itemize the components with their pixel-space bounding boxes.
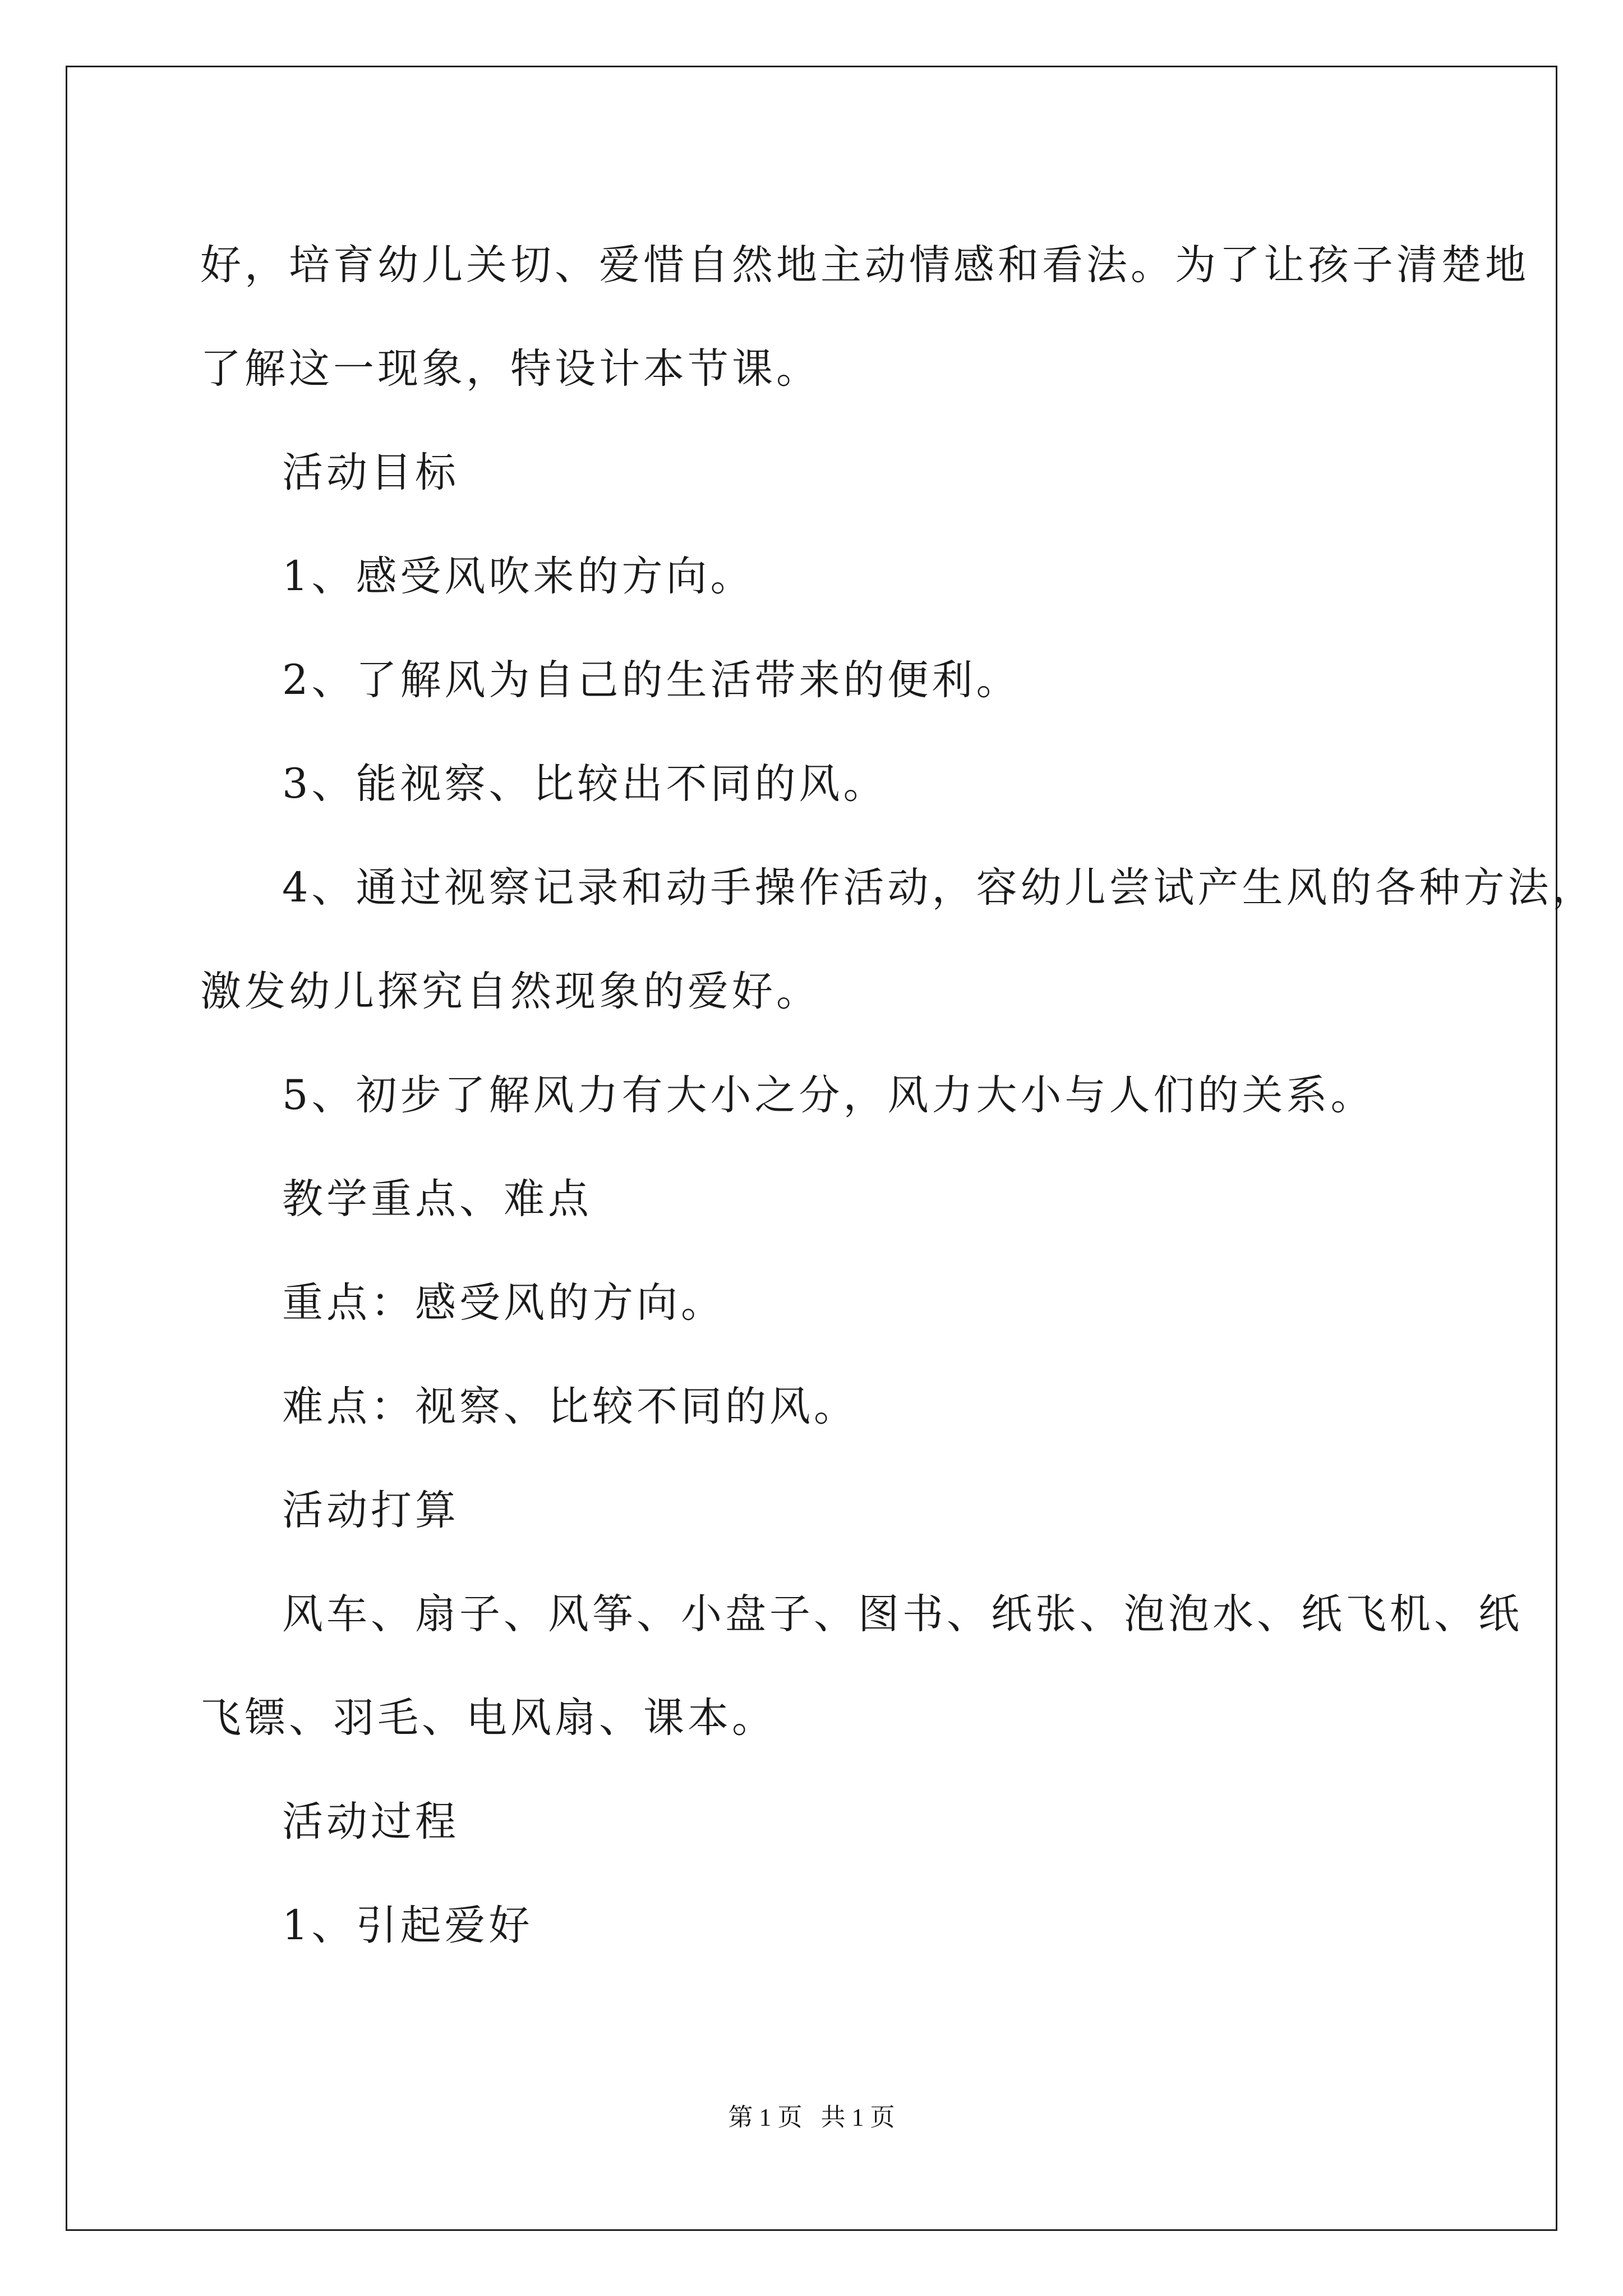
document-body [200, 213, 1597, 1977]
list-item: 1、引起爱好 [282, 1902, 533, 1949]
paragraph: 了解这一现象，特设计本节课。 [200, 345, 820, 393]
section-heading: 活动打算 [282, 1487, 459, 1534]
paragraph: 风车、扇子、风筝、小盘子、图书、纸张、泡泡水、纸飞机、纸 [282, 1590, 1523, 1638]
list-item: 3、能视察、比较出不同的风。 [282, 760, 888, 808]
section-heading: 教学重点、难点 [282, 1175, 592, 1223]
list-item: 4、通过视察记录和动手操作活动，容幼儿尝试产生风的各种方法， [282, 864, 1597, 912]
paragraph: 重点：感受风的方向。 [282, 1279, 725, 1327]
list-item-continuation: 激发幼儿探究自然现象的爱好。 [200, 968, 820, 1015]
list-item: 1、感受风吹来的方向。 [282, 553, 755, 600]
section-heading: 活动过程 [282, 1798, 459, 1846]
paragraph-continuation: 飞镖、羽毛、电风扇、课本。 [200, 1694, 776, 1742]
page-number-footer: 第 1 页 共 1 页 [728, 2104, 895, 2131]
paragraph: 好，培育幼儿关切、爱惜自然地主动情感和看法。为了让孩子清楚地 [200, 241, 1529, 289]
section-heading: 活动目标 [282, 449, 459, 496]
list-item: 2、了解风为自己的生活带来的便利。 [282, 656, 1021, 704]
list-item: 5、初步了解风力有大小之分，风力大小与人们的关系。 [282, 1071, 1375, 1119]
paragraph: 难点：视察、比较不同的风。 [282, 1383, 858, 1430]
